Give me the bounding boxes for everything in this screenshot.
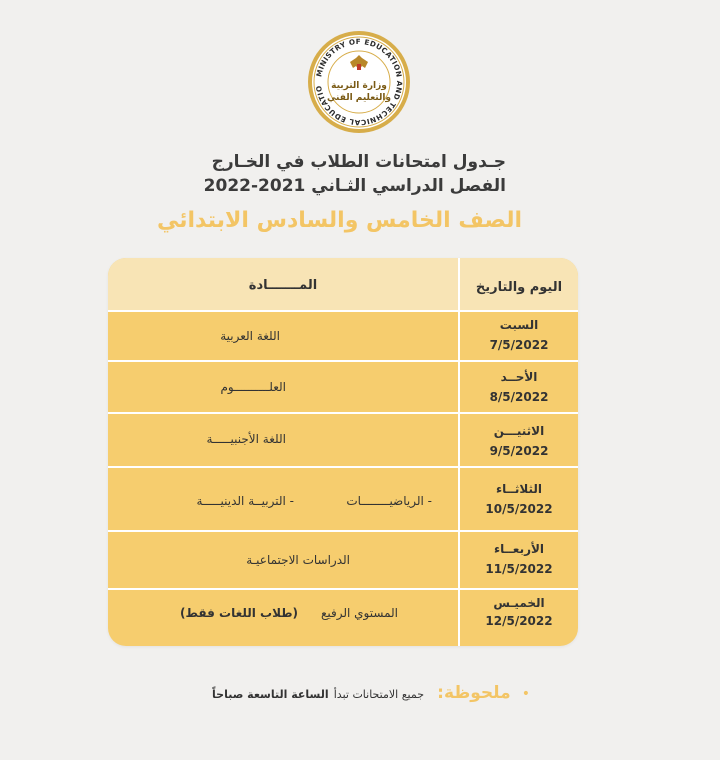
row-day: السبت	[499, 318, 539, 332]
row-day: الأربعــاء	[493, 542, 545, 556]
row-date: 12/5/2022	[485, 614, 553, 628]
row-subject: اللغة العربية	[220, 329, 280, 343]
ministry-seal-logo	[307, 30, 411, 134]
row-day: الاثنيـــن	[493, 424, 545, 438]
bullet-icon: •	[521, 686, 530, 702]
row-date: 8/5/2022	[489, 390, 549, 404]
note-label: ملحوظة:	[437, 683, 511, 703]
semester-title: الفصل الدراسي الثـاني 2021-2022	[203, 176, 506, 196]
footnote	[212, 683, 530, 703]
row-divider	[108, 466, 578, 468]
row-subject-math: - الرياضيــــــــات	[346, 494, 432, 508]
row-date: 7/5/2022	[489, 338, 549, 352]
column-header-day-date: اليوم والتاريخ	[475, 280, 563, 295]
row-divider	[108, 530, 578, 532]
row-subject-religion: - التربيــة الدينيـــــة	[196, 494, 294, 508]
svg-text:وزارة التربية: وزارة التربية	[331, 81, 387, 91]
grade-title: الصف الخامس والسادس الابتدائي	[157, 208, 522, 233]
row-day: الخميـس	[493, 596, 545, 610]
row-day: الأحــد	[500, 370, 538, 384]
svg-text:والتعليم الفني: والتعليم الفني	[326, 93, 392, 103]
page-title: جـدول امتحانات الطلاب في الخـارج	[211, 152, 506, 172]
row-divider	[108, 310, 578, 312]
row-divider	[108, 588, 578, 590]
row-subject: الدراسات الاجتماعيـة	[246, 553, 350, 567]
exam-schedule-table	[108, 258, 578, 646]
note-text: جميع الامتحانات تبدأ	[333, 688, 425, 701]
row-date: 10/5/2022	[485, 502, 553, 516]
row-subject-note: (طلاب اللغات فقط)	[180, 606, 298, 620]
row-day: الثلاثــاء	[496, 482, 542, 496]
row-date: 9/5/2022	[489, 444, 549, 458]
row-divider	[108, 360, 578, 362]
row-subject: العلــــــــــوم	[220, 380, 286, 394]
row-subject: اللغة الأجنبيـــــة	[206, 432, 286, 446]
row-subject: المستوي الرفيع	[320, 606, 398, 620]
note-time: الساعة التاسعة صباحاً	[212, 688, 329, 701]
svg-text:MINISTRY OF EDUCATION AND TECH: MINISTRY OF EDUCATION AND TECHNICAL EDUCATIO	[314, 36, 405, 128]
column-header-subject: المـــــــادة	[248, 278, 318, 293]
row-divider	[108, 412, 578, 414]
row-date: 11/5/2022	[485, 562, 553, 576]
